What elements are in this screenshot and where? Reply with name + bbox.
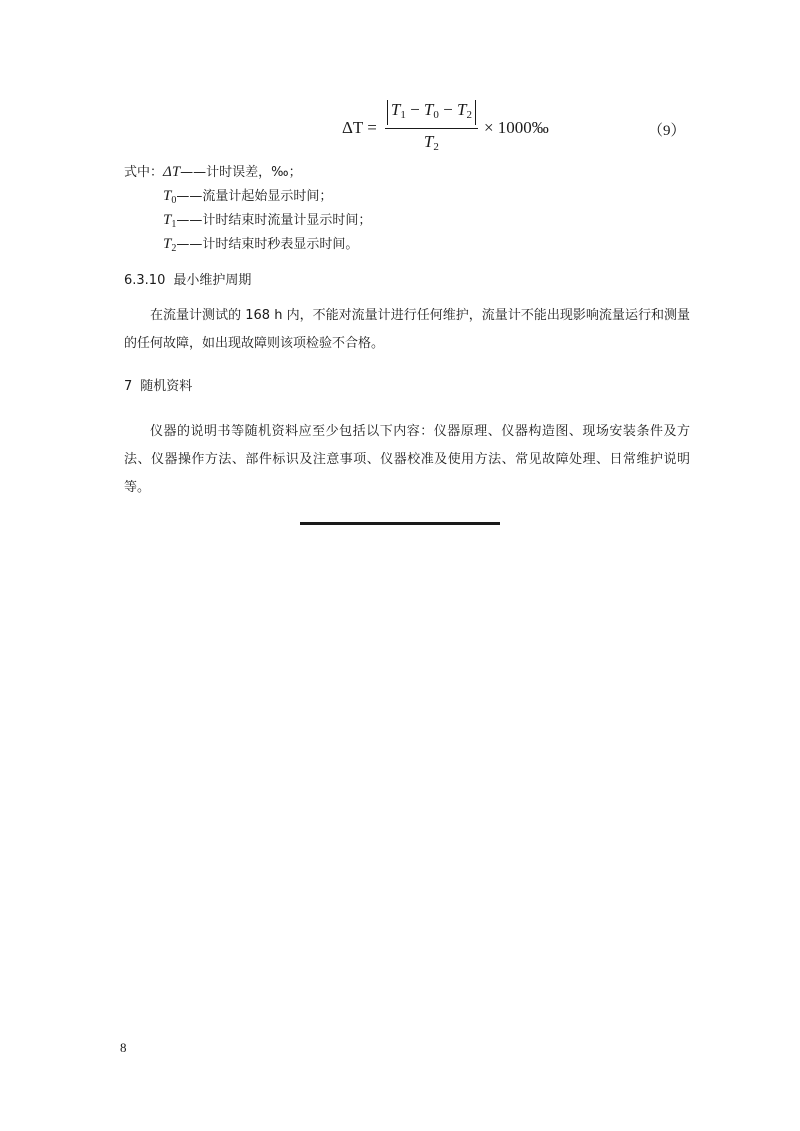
where-description: ——计时结束时秒表显示时间。 (176, 237, 359, 252)
formula-times-factor: × 1000‰ (483, 118, 549, 137)
equation-number: （9） (648, 123, 686, 139)
section-heading-6-3-10 (124, 271, 251, 291)
section-number: 6.3.10 (124, 273, 166, 288)
formula-sub-1: 1 (400, 108, 406, 121)
section-title: 最小维护周期 (173, 273, 252, 288)
formula-den-sub: 2 (433, 140, 439, 153)
section-number: 7 (124, 379, 133, 394)
formula-symbol-t0: T (423, 99, 434, 119)
where-description: ——流量计起始显示时间； (176, 189, 333, 204)
page-number: 8 (120, 1040, 127, 1055)
where-symbol: $T_2$ (163, 236, 177, 254)
formula-minus-1: − (405, 99, 424, 119)
formula-sub-0: 0 (433, 108, 439, 121)
end-of-document-rule (300, 522, 500, 525)
formula-fraction (385, 100, 478, 157)
formula-symbol-t1: T (390, 99, 401, 119)
where-description: ——计时误差，‰； (180, 165, 302, 180)
section-body-6-3-10: 在流量计测试的 168 h 内，不能对流量计进行任何维护，流量计不能出现影响流量运行和测量的任何故障，如出现故障则该项检验不合格。 (124, 308, 690, 351)
section-body-7: 仪器的说明书等随机资料应至少包括以下内容：仪器原理、仪器构造图、现场安装条件及方法、仪器操作方法、部件标识及注意事项、仪器校准及使用方法、常见故障处理、日常维护说明等。 (124, 424, 690, 495)
where-symbol: ΔT (163, 164, 181, 180)
where-line-2 (163, 186, 332, 211)
formula-minus-2: − (438, 99, 457, 119)
formula-denominator (424, 129, 439, 157)
where-line-1 (124, 162, 302, 183)
where-description: ——计时结束时流量计显示时间； (176, 213, 372, 228)
where-line-3 (163, 210, 371, 235)
formula-lhs: ΔT = (342, 118, 377, 137)
formula-9 (342, 100, 549, 156)
section-heading-7 (124, 377, 192, 397)
where-symbol: $T_0$ (163, 188, 177, 206)
formula-den-symbol: T (423, 131, 434, 151)
where-prefix: 式中： (124, 165, 164, 180)
formula-numerator (385, 100, 478, 129)
where-symbol: $T_1$ (163, 212, 177, 230)
where-line-4 (163, 234, 358, 259)
formula-symbol-t2: T (456, 99, 467, 119)
formula-absolute-value (387, 100, 476, 125)
section-title: 随机资料 (140, 379, 193, 394)
formula-sub-2: 2 (466, 108, 472, 121)
